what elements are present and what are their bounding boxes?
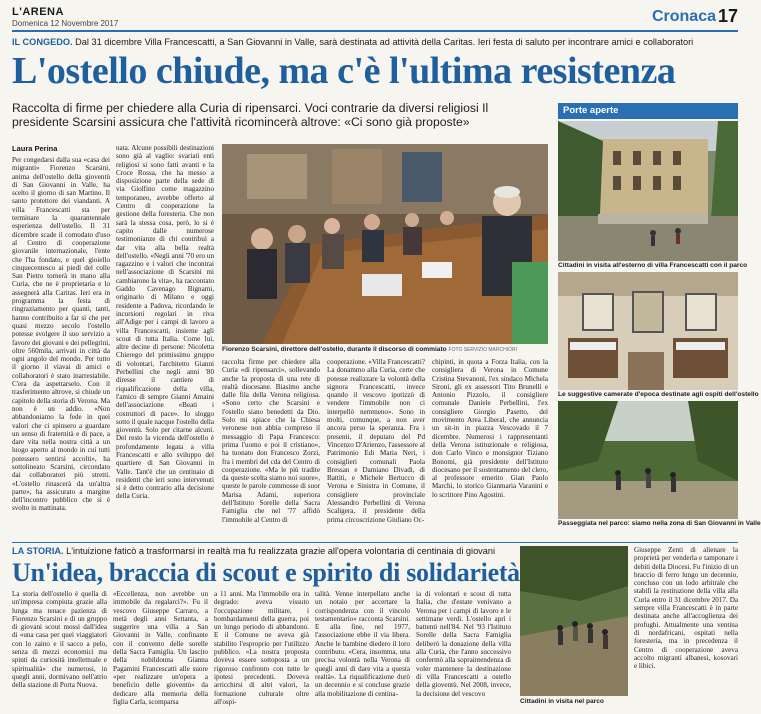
story2-column-4: talità. Venne interpellato anche un notaio per accertare la corrispondenza con il vincolo testamentario» racconta Scarsini. E alla fine, nel 1977, l'associazione ebbe il via libera. Anche le bambine diedero il loro contributo. «Cera, insomma, una precisa volontà nella Verona di quegli anni di dare vita a questa realtà». La riqualificazione durò un decennio e si concluse grazie alla mobilitazione di centina-	[315, 590, 410, 698]
section-divider	[12, 542, 738, 543]
sidebar-caption-1: Cittadini in visita all'esterno di villa Francescatti con il parco	[558, 262, 748, 269]
main-column-4: cooperazione. «Villa Francescatti? La donammo alla Curia, certe che potesse realizzare la volontà della signora Francescatti, invece quando il vescovo ipotizzò di vendere l'immobile non ci interpellò nemmeno». Sono in molti, comunque, a non aver ancora perso la speranza. Fra i presenti, il deputato del Pd Vincenzo D'Arienzo, l'assessore al Patrimonio Edi Maria Neri, i consiglieri comunali Paola Bressan e Damiano Divadi, di Battiti, e Michele Bertucco di Verona e Sinistra in Comune, il consigliere provinciale Alessandro Perbellini di Verona Scaligera, il presidente della prima circoscrizione Giuliano Oc-	[327, 358, 425, 524]
main-kicker	[12, 37, 738, 48]
page-number: 17	[717, 6, 738, 26]
story2-column-2: «Eccellenza, non avrebbe un immobile da regalarci?». Fu il vescovo Giuseppe Carraro, a metà degli anni Settanta, a suggerire una villa a San Giovanni in Valle, confinante con il convento delle sorelle della Sacra Famiglia. Un lascito della nobildonna Gianna Pagamini Francescatti alle suore «per realizzare un'opera a beneficio delle gioventù» da dedicare alla memoria della figlia Carla, scomparsa	[113, 590, 208, 706]
sidebar-photo-exterior	[558, 121, 738, 261]
villa-exterior-illustration	[558, 121, 738, 261]
story2-column-3: a 11 anni. Ma l'immobile era in degrado: aveva vissuto l'occupazione militare, i bombardamenti della guerra, poi un lungo periodo di abbandono. E il Comune ne aveva già stabilito l'esproprio per l'utilizzo pubblico. «La nostra proposta doveva essere sottoposta a un rigoroso confronto con tutte le ipotesi precedenti. Doveva arricchirsi di altri valori, la formazione culturale oltre all'ospi-	[214, 590, 309, 706]
story2-column-1: La storia dell'ostello è quella di un'impresa compiuta grazie alla lunga ma tenace pazienza di Fiorenzo Scarsini e di un gruppo di giovani scout mossi dall'idea di «una casa per quei viaggiatori con lo zaino e il sacco a pelo, senza di mezzi economici ma spinti da curiosità intellettuale e spiritualità» che numerosi, in quegli anni, dormivano nell'atrio della stazione di Porta Nuova.	[12, 590, 107, 690]
issue-date: Domenica 12 Novembre 2017	[12, 19, 119, 28]
main-subhead: Raccolta di firme per chiedere alla Curia di ripensarci. Voci contrarie da diversi religiosi Il presidente Scarsini assicura che l'attività ricomincerà altrove: «Ci sono già proposte»	[12, 101, 489, 129]
section-name: Cronaca	[651, 8, 716, 25]
main-column-5: chipinti, in quota a Forza Italia, con la consigliera di Verona in Comune Cristina Stevanoni, l'ex sindaco Michela Sironi, gli ex assessori Tito Brunelli e Antonio Pizzolo, il consigliere comunale Daniele Perbellini, l'ex consigliere Giorgio Pasetto, del movimento Area Liberal, che annuncia un sit-in in piazza Vescovado il 7 dicembre. Numerosi i rappresentanti della Verona istituzionale e religiosa, don Carlo Vinco e monsignor Tiziano Bonomi, già presidente dell'Istituto diocesano per il sostentamento del clero, al professore emerito Gian Paolo Marchi, lo storico Gianmaria Varanini e lo scrittore Pino Agostini.	[432, 358, 548, 499]
sidebar-photo-park	[558, 401, 738, 519]
main-headline: L'ostello chiude, ma c'è l'ultima resistenza	[12, 50, 676, 92]
main-column-2: nata. Alcune possibili destinazioni sono già al vaglio: svariati enti religiosi si sono fatti avanti e la Croce Rossa, che ha messo a disposizione parte della sede di via Giolfino come magazzino temporaneo, avrebbe offerto al Centro di cooperazione la gestione della foresteria. Che non sarà la stessa cosa, però, lo si è capito dalle numerose testimonianze di chi contribuì a dar vita alla bella realtà dell'ostello. «Negli anni '70 ero un ragazzino e i valori che incontrai nell'associazione di Scarsini mi cambiarono la vita», ha raccontato Gaddo Cavenago Bignami, originario di Milano e oggi residente a Padova, ricordando le incursioni regolari in riva all'Adige per i campi di lavoro a villa Francescatti, insieme agli scout di tutta Italia. Come lui, altre decine di persone: Nicoletta Chierego del primissimo gruppo di volontari, l'architetto Gianni Perbellini che negli anni '80 diresse il cantiere di riqualificazione della villa, l'amico di sempre Gianni Amaini dell'associazione «Beati i costruttori di pace». Io sloggo sotto il quale nacque l'ostello della gioventù. Solo per citarne alcuni. Del resto la vicenda dell'ostello è profondamente legata a villa Francescatti e allo sviluppo del quartiere di San Giovanni in Valle. Tant'è che un centinaio di residenti che ieri sono intervenuti si è detto contrario alla decisione della Curia.	[116, 144, 215, 501]
main-photo-credit: FOTO SERVIZIO MARCHIORI	[448, 347, 517, 353]
main-photo	[222, 144, 548, 344]
story2-headline: Un'idea, braccia di scout e spirito di solidarietà	[12, 558, 520, 587]
main-photo-caption	[222, 346, 548, 354]
sidebar-caption-3: Passeggiata nel parco: siamo nella zona di San Giovanni in Valle	[558, 520, 761, 527]
main-photo-caption-text: Fiorenzo Scarsini, direttore dell'ostello, durante il discorso di commiato	[222, 346, 447, 353]
park-walk-illustration	[558, 401, 738, 519]
dormitory-illustration	[558, 272, 738, 390]
story2-photo-caption: Cittadini in visita nel parco	[520, 698, 604, 705]
page-header	[12, 6, 738, 32]
main-kicker-text: Dal 31 dicembre Villa Francescatti, a San Giovanni in Valle, sarà destinata ad attività della Caritas. Ieri festa di saluto per incontrare amici e collaboratori	[75, 37, 694, 47]
newspaper-logo: L'ARENA	[12, 6, 64, 18]
story2-column-5: ia di volontari e scout di tutta Italia, che d'estate venivano a Verona per i campi di lavoro e le settimane verdi. L'ostello aprì i battenti nell'84. Nel '93 l'Istituto Sorelle della Sacra Famiglia deliberò la donazione della villa alla Curia, che l'anno successivo confermò alla sopraintendenza di voler mantenere la destinazione di villa Francescatti a ostello della gioventù. Nel 2008, invece, la decisione del vescovo	[416, 590, 511, 698]
byline: Laura Perina	[12, 144, 58, 153]
story2-column-6: Giuseppe Zenti di alienare la proprietà per venderla e tamponare i debiti della Diocesi. Fu l'inizio di un braccio di ferro lungo un decennio, concluso con un lodo arbitrale che stabilì la restituzione della villa alla Curia entro il 31 dicembre 2017. Da sempre villa Francescatti è in parte destinata anche all'accoglienza dei profughi. Attualmente una ventina di nordafricani, ospitati nella foresteria, ma in precedenza il Centro di cooperazione aveva accolto migranti albanesi, kosovari e libici.	[634, 546, 738, 671]
story2-kicker	[12, 546, 547, 557]
sidebar-photo-dormitory	[558, 272, 738, 390]
sidebar-title: Porte aperte	[558, 103, 738, 119]
story2-kicker-label: LA STORIA.	[12, 546, 64, 556]
photo-speech-illustration	[222, 144, 548, 344]
main-column-3: raccolta firme per chiedere alla Curia «di ripensarci», sollevando anche la proposta di una rete di realtà diocesane. Biasimo anche dalle fila della Verona religiosa. «Sono certo che Scarsini e l'ostello siano benedetti da Dio. Solo mi spiace che la Chiesa veronese non abbia compreso il messaggio di Papa Francesco: prima l'uomo e poi il cristiano», ha tuonato don Francesco Zorzi, fra i membri del cda del Centro di cooperazione. «Ma le più tradite da queste scelta siamo noi suore», queste le parole commosse di suor Marisa Adami, superiora dell'Istituto Sorelle della Sacra Famiglia che nel '77 affidò l'immobile al Centro di	[222, 358, 320, 524]
sidebar-caption-2: Le suggestive camerate d'epoca destinate agli ospiti dell'ostello	[558, 391, 759, 398]
main-column-1: Per congedarsi dalla sua «casa dei migranti» Fiorenzo Scarsini, anima dell'ostello della gioventù di San Giovanni in Valle, ha scelto il giorno di san Martino. Il santo protettore dei viandanti. A villa Francescatti sta per terminare la quarantennale esperienza dell'ostello. Il 31 dicembre scade il comodato d'uso al Centro di cooperazione giovanile internazionale, l'ente che l'ha fondato, e quel gioiello cinquecentesco ai piedi del colle San Pietro tornerà in mano alla Curia, che ne è proprietaria e lo assegnerà alla Caritas. Ieri era in programma la festa di ringraziamento per quanti, tanti, hanno contribuito a far sì che per quasi mezzo secolo l'ostello potesse svolgere il suo servizio a favore dei giovani e dei pellegrini, oltre 560mila, arrivati in città da ogni angolo del mondo. Per tutto il giorno il viavai di amici e collaboratori è stato inarrestabile. C'era da aspettarselo. Con il trasferimento altrove, si chiude un capitolo della storia di Verona. Ma non è un addio. «Non abbandoniamo la fede in quei valori che ci spinsero a guardare un senso di fraternità e di pace, a dare vita nella nostra città a un luogo aperto al mondo in cui tutti potessero sentirsi accolti», ha sottolineato Scarsini, circondato dai collaboratori più stretti. «L'ostello rinascerà da un'altra parte», ha assicurato a margine dell'incontro pubblico che si è svolto in mattinata.	[12, 156, 110, 513]
story2-photo	[520, 546, 628, 696]
park-visit-illustration	[520, 546, 628, 696]
story2-kicker-text: L'intuizione faticò a trasformarsi in realtà ma fu realizzata grazie all'opera volontaria di centinaia di giovani	[66, 546, 496, 556]
main-kicker-label: IL CONGEDO.	[12, 37, 73, 47]
